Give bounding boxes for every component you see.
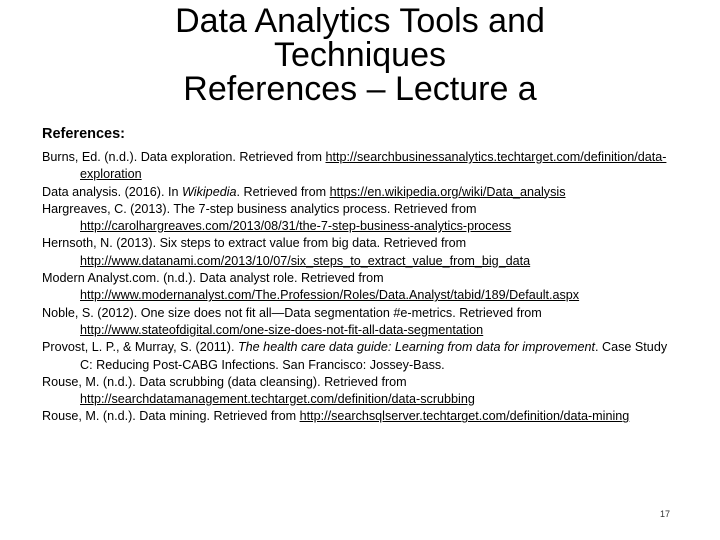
reference-italic: Wikipedia <box>182 184 237 199</box>
reference-item <box>42 184 682 201</box>
reference-item <box>42 149 682 184</box>
reference-link[interactable]: http://www.stateofdigital.com/one-size-does-not-fit-all-data-segmentation <box>80 322 484 337</box>
reference-item <box>42 339 682 374</box>
reference-link[interactable]: http://www.datanami.com/2013/10/07/six_steps_to_extract_value_from_big_data <box>80 253 531 268</box>
reference-text: Rouse, M. (n.d.). Data mining. Retrieved from <box>42 409 300 424</box>
reference-text: . Case Study C: Reducing Post-CABG Infections. San Francisco: Jossey-Bass. <box>80 340 668 372</box>
reference-list <box>42 149 682 426</box>
reference-item <box>42 374 682 409</box>
reference-link[interactable]: http://carolhargreaves.com/2013/08/31/the-7-step-business-analytics-process <box>80 219 512 234</box>
reference-text: Modern Analyst.com. (n.d.). Data analyst role. Retrieved from <box>42 271 384 286</box>
reference-text: Noble, S. (2012). One size does not fit all—Data segmentation #e-metrics. Retrieved from <box>42 305 542 320</box>
reference-link[interactable]: http://www.modernanalyst.com/The.Profession/Roles/Data.Analyst/tabid/189/Default.aspx <box>80 288 580 303</box>
reference-item <box>42 305 682 340</box>
reference-item <box>42 408 682 425</box>
reference-link[interactable]: http://searchsqlserver.techtarget.com/definition/data-mining <box>299 409 630 424</box>
reference-text: Hernsoth, N. (2013). Six steps to extract value from big data. Retrieved from <box>42 236 467 251</box>
title-line-3: References – Lecture a <box>183 70 537 108</box>
reference-item <box>42 201 682 236</box>
reference-text-pre: Provost, L. P., & Murray, S. (2011). <box>42 340 238 355</box>
title-line-2: Techniques <box>273 36 446 74</box>
title-line-1: Data Analytics Tools and <box>175 2 545 40</box>
reference-text: Burns, Ed. (n.d.). Data exploration. Retrieved from <box>42 150 326 164</box>
reference-text: Hargreaves, C. (2013). The 7-step business analytics process. Retrieved from <box>42 201 477 216</box>
references-heading: References: <box>42 126 126 142</box>
reference-text-pre: Data analysis. (2016). In <box>42 184 183 199</box>
reference-text: Rouse, M. (n.d.). Data scrubbing (data cleansing). Retrieved from <box>42 374 407 389</box>
reference-text: . Retrieved from <box>236 184 330 199</box>
reference-link[interactable]: https://en.wikipedia.org/wiki/Data_analysis <box>329 184 566 199</box>
slide-title <box>120 4 600 106</box>
reference-link[interactable]: http://searchbusinessanalytics.techtarget.com/definition/data-exploration <box>80 150 667 182</box>
reference-italic: The health care data guide: Learning from data for improvement <box>237 340 596 355</box>
reference-item <box>42 235 682 270</box>
page-number: 17 <box>660 509 671 519</box>
reference-item <box>42 270 682 305</box>
reference-link[interactable]: http://searchdatamanagement.techtarget.com/definition/data-scrubbing <box>80 392 475 407</box>
